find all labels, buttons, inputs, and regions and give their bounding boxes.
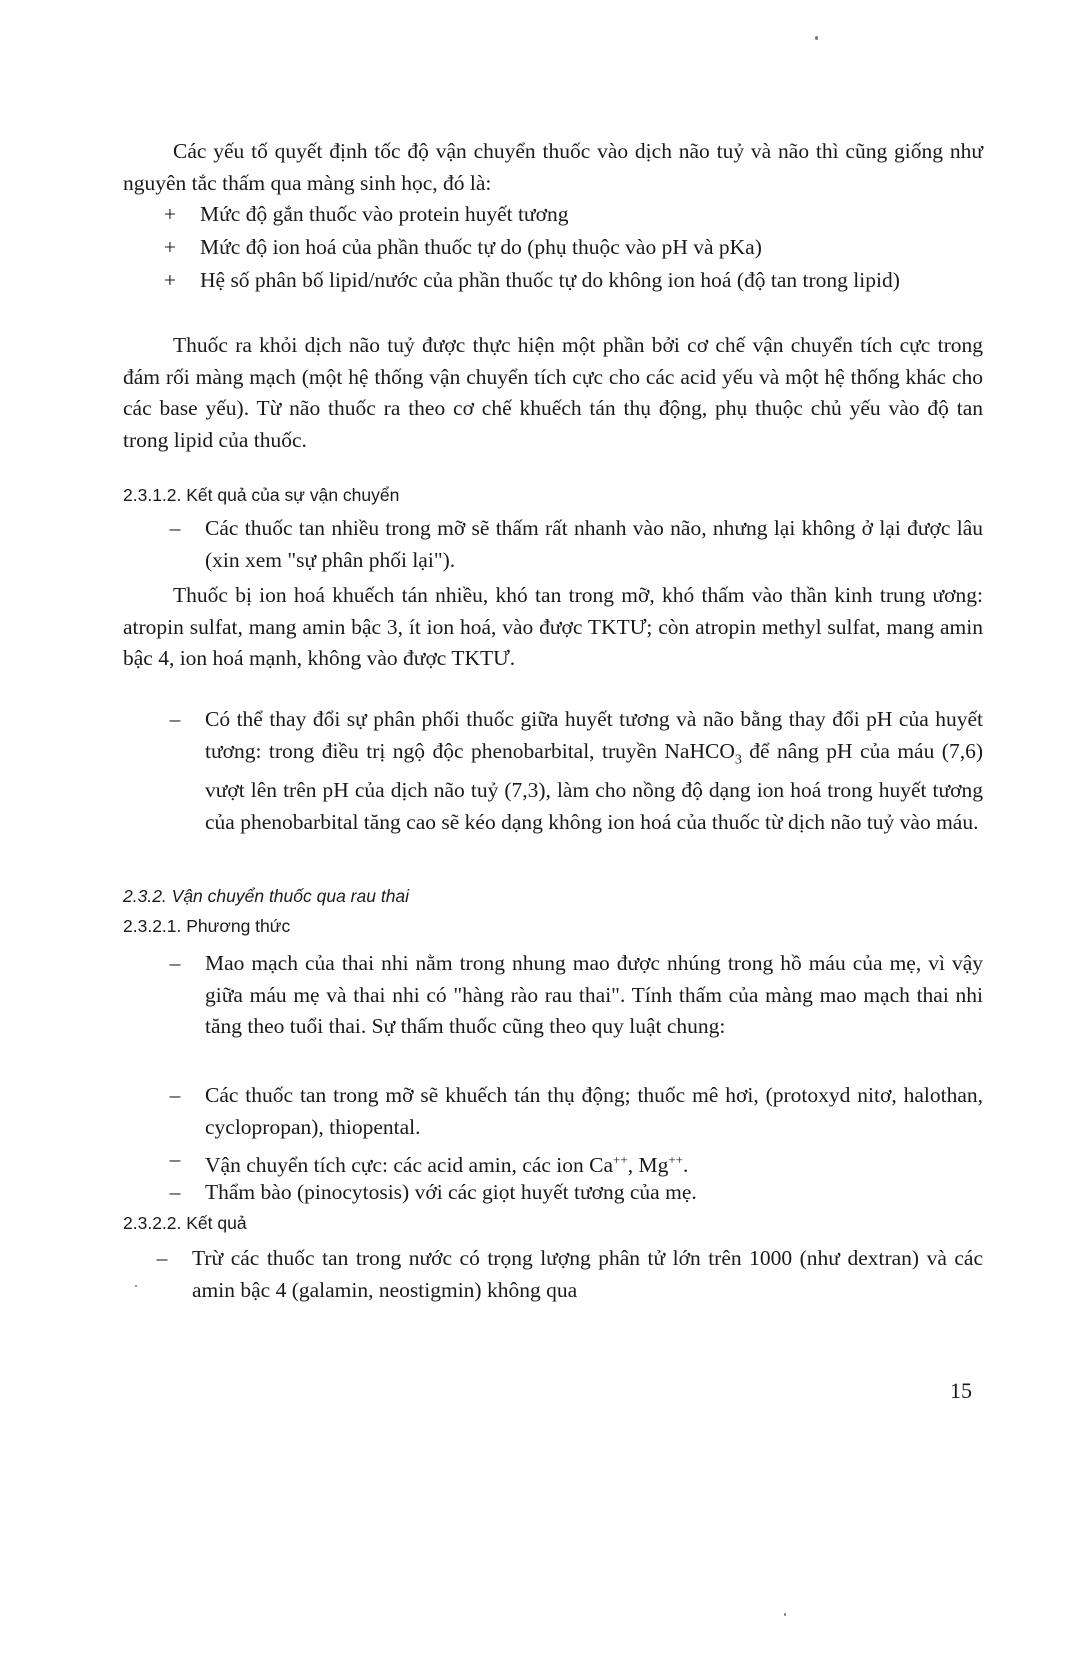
- dash-marker: –: [169, 951, 181, 975]
- pinocytosis-bullet: [169, 1177, 983, 1209]
- active-text-before: Vận chuyển tích cực: các acid amin, các ion Ca: [205, 1153, 614, 1178]
- dash-marker: –: [169, 1180, 181, 1204]
- factor-item: [163, 232, 983, 264]
- subscript-3: 3: [734, 751, 742, 767]
- result-bullet: [169, 513, 983, 576]
- dash-marker: –: [169, 1147, 181, 1171]
- dash-marker: –: [156, 1246, 168, 1270]
- superscript-mg: ++: [668, 1152, 683, 1167]
- dash-marker: –: [169, 707, 181, 731]
- scan-speck: [784, 1613, 786, 1616]
- plus-marker: +: [163, 202, 177, 226]
- scan-speck: [815, 36, 818, 40]
- dash-marker: –: [169, 1083, 181, 1107]
- superscript-ca: ++: [613, 1152, 628, 1167]
- section-heading-2-3-2: 2.3.2. Vận chuyển thuốc qua rau thai: [123, 886, 410, 906]
- factor-text: Mức độ gắn thuốc vào protein huyết tương: [200, 202, 569, 226]
- scan-speck: [135, 1285, 137, 1287]
- page-number: 15: [950, 1378, 972, 1403]
- plus-marker: +: [163, 268, 177, 292]
- ph-text-before: Có thể thay đổi sự phân phối thuốc giữa huyết tương và não bằng thay đổi pH của huyết tương: trong điều trị ngộ độc phenobarbital, truyền NaHCO: [205, 707, 983, 763]
- final-bullet: [156, 1243, 983, 1306]
- plus-marker: +: [163, 235, 177, 259]
- active-text-after: .: [683, 1153, 689, 1178]
- factor-item: [163, 199, 983, 231]
- section-heading-2-3-1-2: 2.3.1.2. Kết quả của sự vận chuyển: [123, 485, 400, 505]
- factor-item: [163, 265, 983, 297]
- ion-paragraph: Thuốc bị ion hoá khuếch tán nhiều, khó tan trong mỡ, khó thấm vào thần kinh trung ương: atropin sulfat, mang amin bậc 3, ít ion hoá, vào được TKTƯ; còn atropin methyl sulfat, mang amin bậc 4, ion hoá mạnh, không vào được TKTƯ.: [123, 583, 983, 670]
- ph-bullet: [169, 704, 983, 838]
- exit-paragraph: Thuốc ra khỏi dịch não tuỷ được thực hiện một phần bởi cơ chế vận chuyển tích cực trong đám rối màng mạch (một hệ thống vận chuyển tích cực cho các acid yếu và một hệ thống khác cho các base yếu). Từ não thuốc ra theo cơ chế khuếch tán thụ động, phụ thuộc chủ yếu vào độ tan trong lipid của thuốc.: [123, 333, 983, 452]
- result-text: Các thuốc tan nhiều trong mỡ sẽ thấm rất nhanh vào não, nhưng lại không ở lại được lâu (xin xem "sự phân phối lại").: [205, 516, 983, 572]
- active-text-mid: , Mg: [627, 1153, 669, 1178]
- mechanism-bullet: [169, 1080, 983, 1143]
- section-heading-2-3-2-2: 2.3.2.2. Kết quả: [123, 1213, 247, 1233]
- factor-text: Mức độ ion hoá của phần thuốc tự do (phụ thuộc vào pH và pKa): [200, 235, 762, 259]
- ph-text-after: để nâng pH của máu (7,6) vượt lên trên pH của dịch não tuỷ (7,3), làm cho nồng độ dạng ion hoá trong huyết tương của phenobarbital tăng cao sẽ kéo dạng không ion hoá của thuốc từ dịch não tuỷ vào máu.: [205, 738, 983, 834]
- intro-paragraph: Các yếu tố quyết định tốc độ vận chuyển thuốc vào dịch não tuỷ và não thì cũng giống như nguyên tắc thấm qua màng sinh học, đó là:: [123, 139, 983, 195]
- dash-marker: –: [169, 516, 181, 540]
- active-transport-bullet: [169, 1144, 983, 1182]
- factor-text: Hệ số phân bố lipid/nước của phần thuốc tự do không ion hoá (độ tan trong lipid): [200, 268, 900, 292]
- mechanism-text: Các thuốc tan trong mỡ sẽ khuếch tán thụ động; thuốc mê hơi, (protoxyd nitơ, halothan, cyclopropan), thiopental.: [205, 1083, 983, 1139]
- pinocytosis-text: Thẩm bào (pinocytosis) với các giọt huyết tương của mẹ.: [205, 1180, 697, 1204]
- final-text: Trừ các thuốc tan trong nước có trọng lượng phân tử lớn trên 1000 (như dextran) và các amin bậc 4 (galamin, neostigmin) không qua: [192, 1246, 983, 1302]
- section-heading-2-3-2-1: 2.3.2.1. Phương thức: [123, 916, 291, 936]
- mechanism-text: Mao mạch của thai nhi nằm trong nhung mao được nhúng trong hồ máu của mẹ, vì vậy giữa máu mẹ và thai nhi có "hàng rào rau thai". Tính thấm của màng mao mạch thai nhi tăng theo tuổi thai. Sự thấm thuốc cũng theo quy luật chung:: [205, 951, 983, 1038]
- mechanism-bullet: [169, 948, 983, 1043]
